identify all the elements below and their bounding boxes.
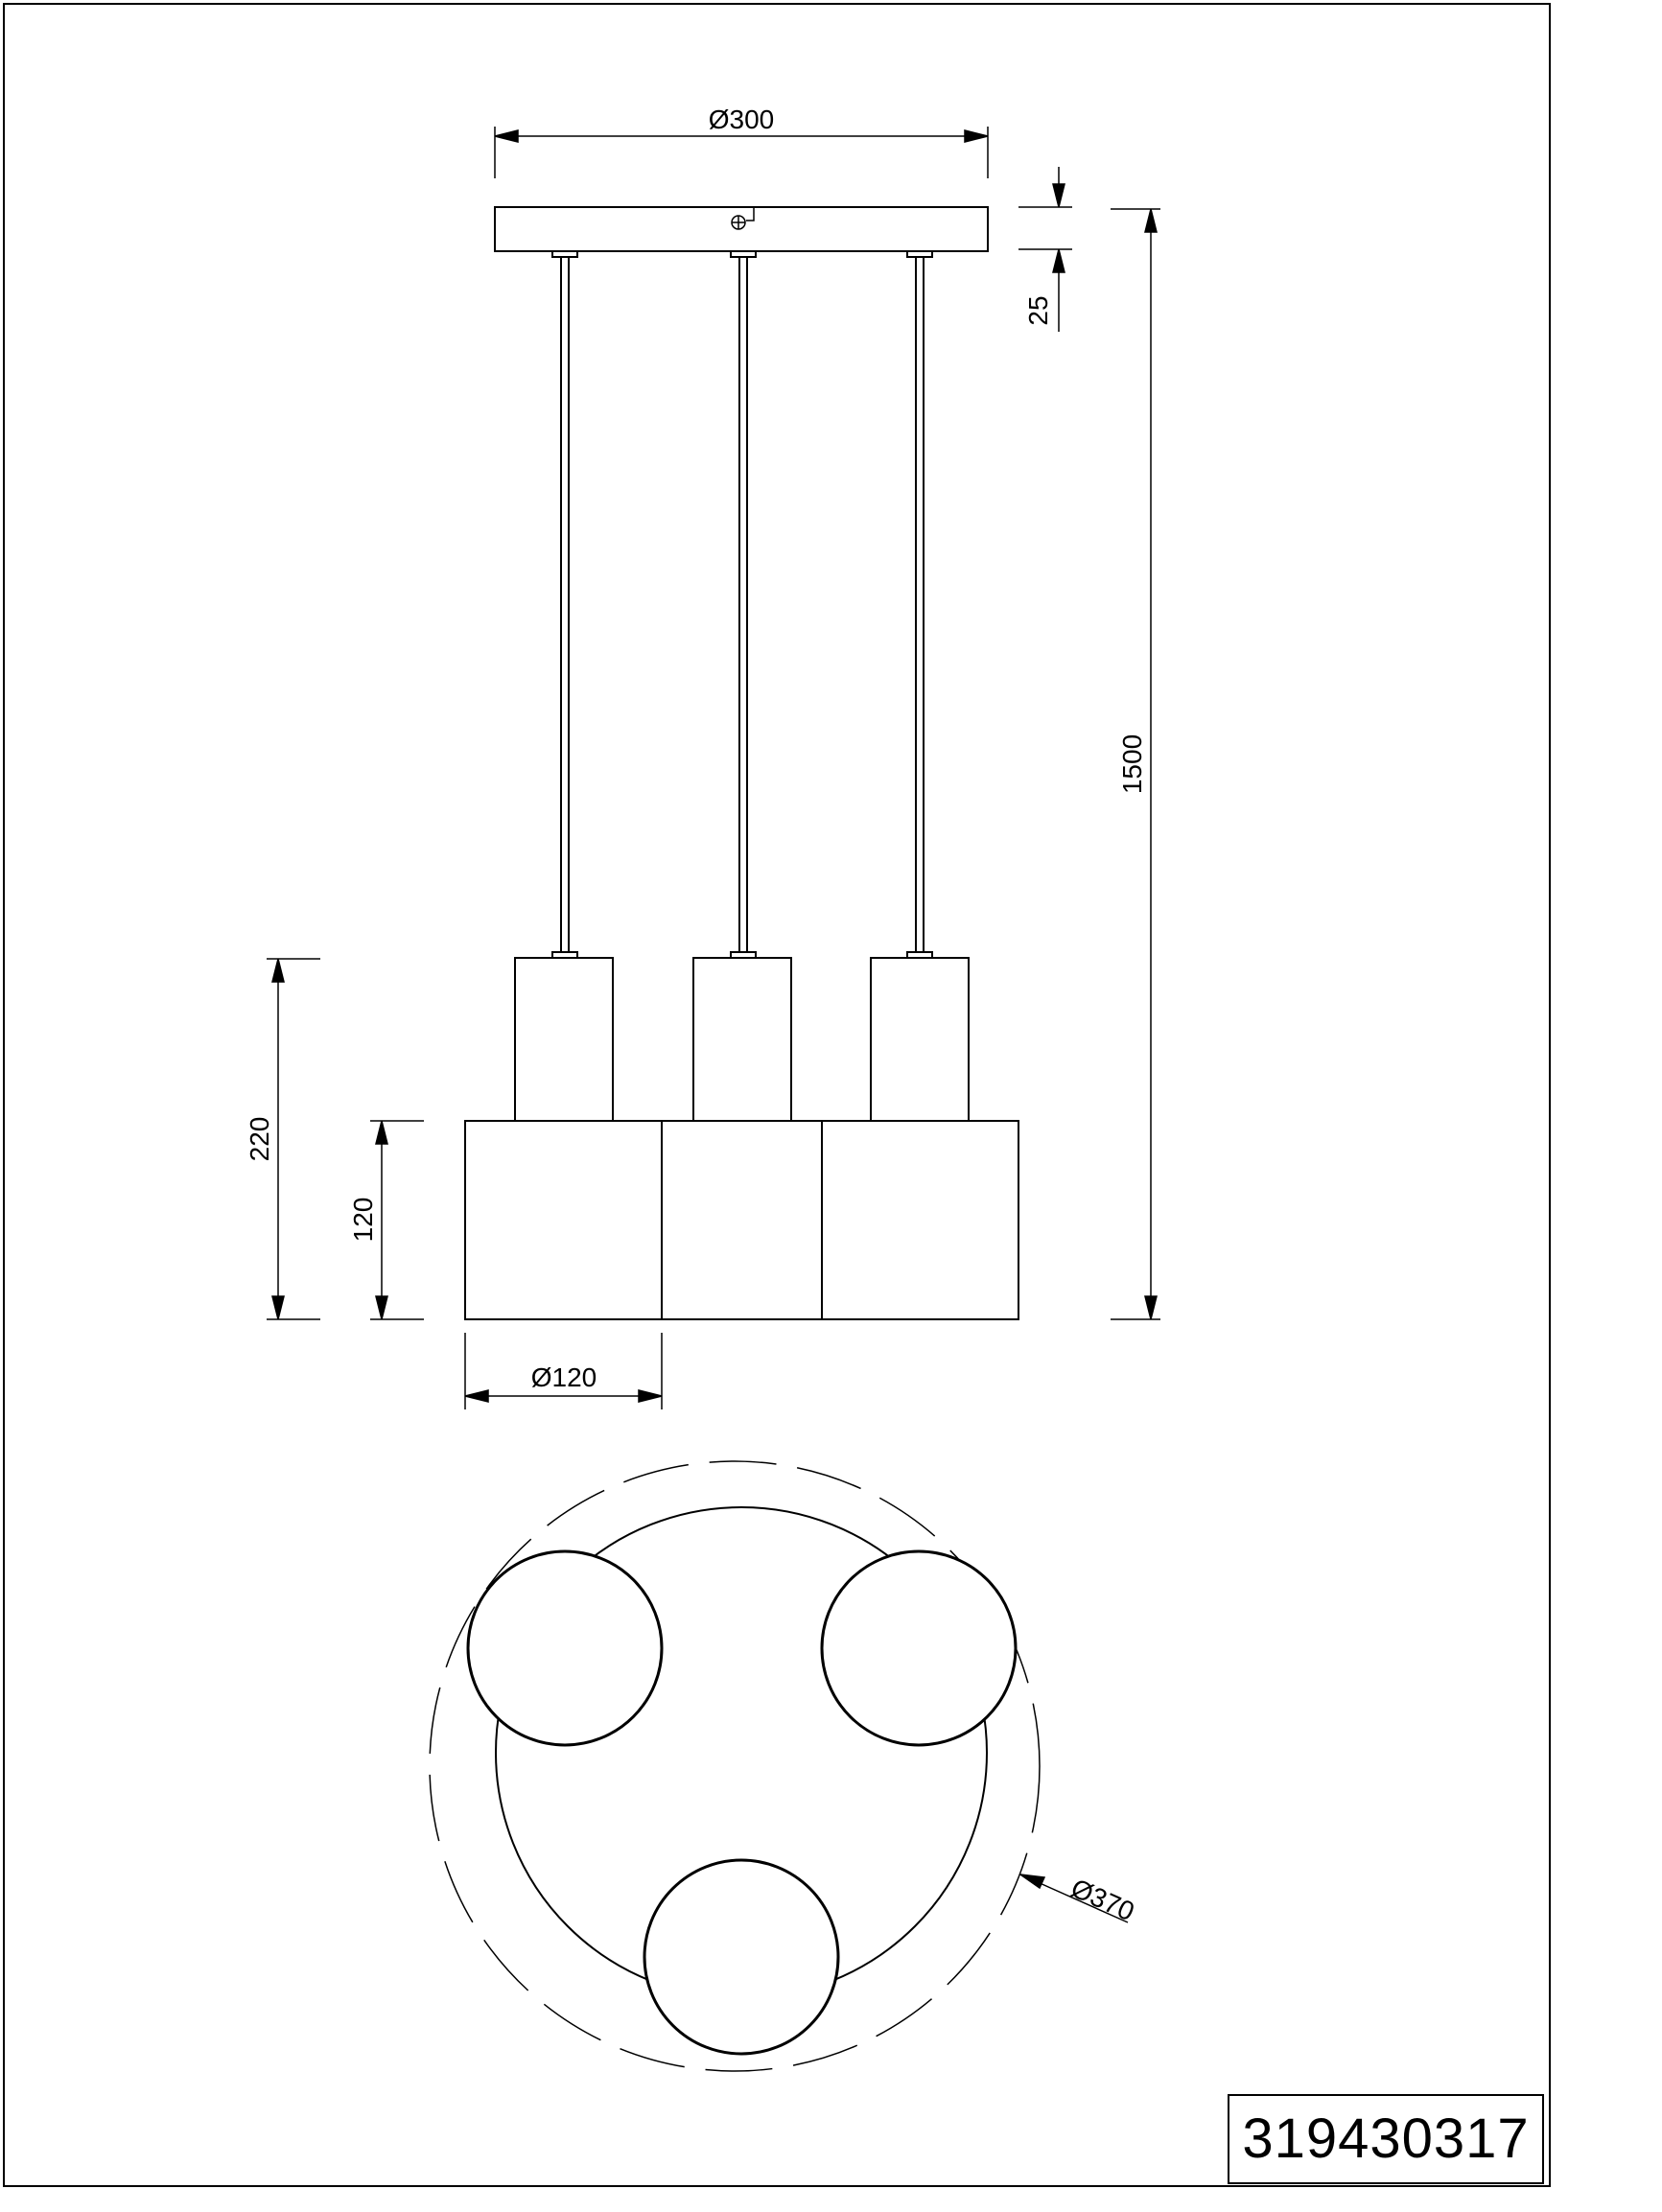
shade-right: [822, 1121, 1018, 1319]
rod-right: [907, 251, 932, 958]
part-number-box: 319430317: [1228, 2094, 1544, 2184]
shade-top-right: [822, 1551, 1016, 1745]
dimension-shade-height: [370, 1121, 424, 1319]
dimension-shade-total-height: [267, 959, 320, 1319]
rod-center: [731, 251, 756, 958]
suspension-rods: [552, 251, 932, 958]
socket-left: [515, 958, 613, 1121]
lamp-shades-side: [465, 1121, 1018, 1319]
label-shade-total-height: 220: [245, 1116, 274, 1162]
label-shade-diameter: Ø120: [530, 1362, 597, 1392]
label-canopy-height: 25: [1023, 295, 1053, 326]
socket-center: [693, 958, 791, 1121]
shade-center: [662, 1121, 822, 1319]
label-shade-height: 120: [348, 1197, 378, 1243]
rod-left: [552, 251, 577, 958]
label-overall-height: 1500: [1117, 733, 1147, 795]
label-cluster-diameter: Ø370: [1066, 1873, 1139, 1927]
shade-top-left: [468, 1551, 662, 1745]
dimension-canopy-diameter: [495, 127, 988, 178]
lamp-sockets: [515, 958, 969, 1121]
top-view: [430, 1461, 1128, 2071]
canopy: [495, 207, 988, 251]
shade-top-bottom: [644, 1860, 838, 2054]
label-canopy-diameter: Ø300: [708, 105, 775, 134]
shade-left: [465, 1121, 662, 1319]
socket-right: [871, 958, 969, 1121]
